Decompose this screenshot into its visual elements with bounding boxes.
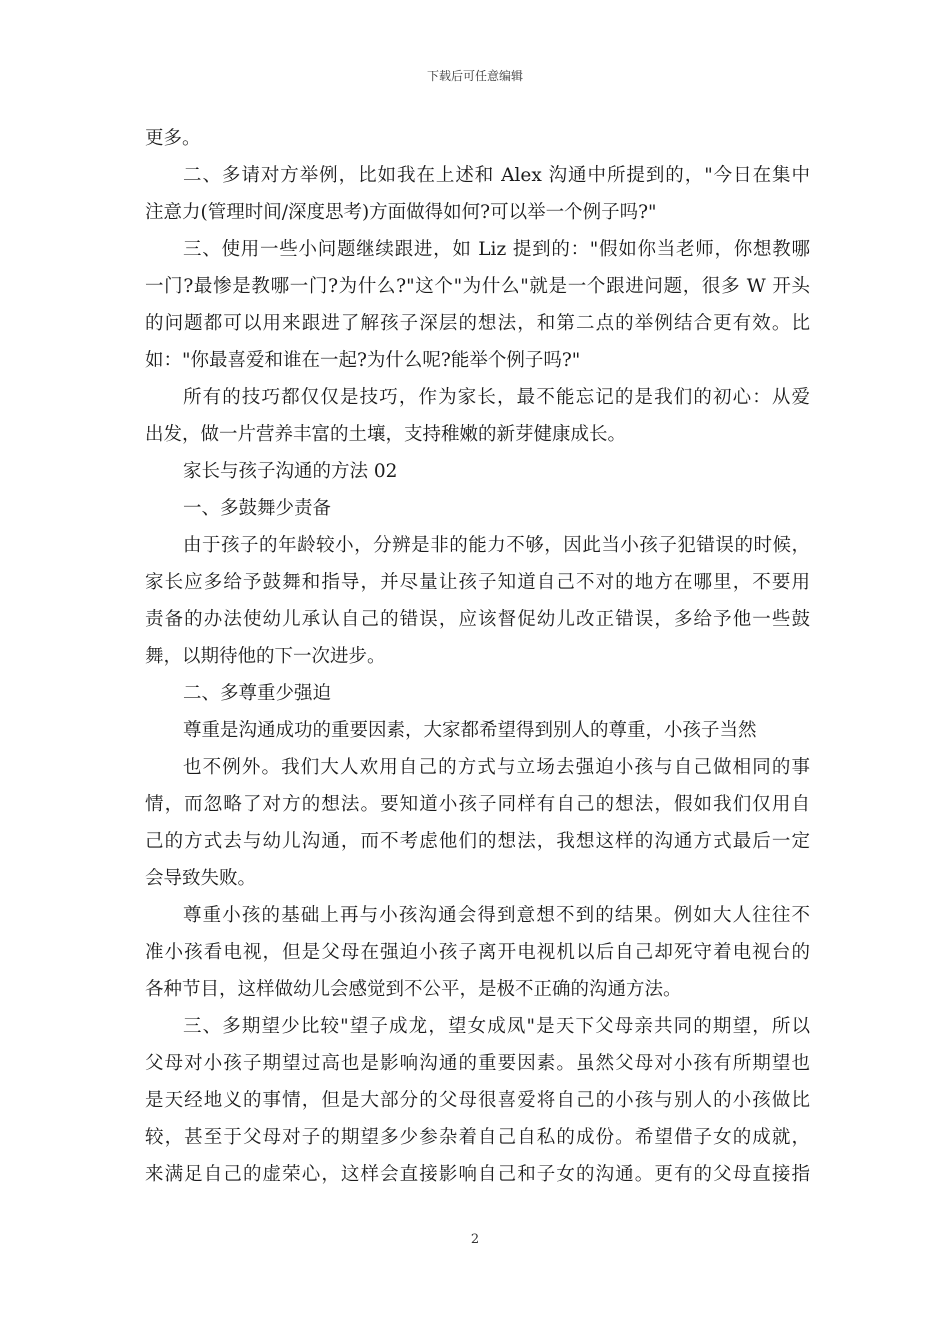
text-line: 情，而忽略了对方的想法。要知道小孩子同样有自己的想法，假如我们仅用自 xyxy=(145,794,810,815)
text-line: 一门?最惨是教哪一门?为什么?"这个"为什么"就是一个跟进问题，很多 W 开头 xyxy=(145,276,810,297)
text-line: 更多。 xyxy=(145,128,201,149)
text-line: 一、多鼓舞少责备 xyxy=(183,498,332,519)
text-line: 所有的技巧都仅仅是技巧，作为家长，最不能忘记的是我们的初心：从爱 xyxy=(183,387,810,408)
text-line: 尊重小孩的基础上再与小孩沟通会得到意想不到的结果。例如大人往往不 xyxy=(183,905,810,926)
text-line: 准小孩看电视，但是父母在强迫小孩子离开电视机以后自己却死守着电视台的 xyxy=(145,942,810,963)
text-line: 三、使用一些小问题继续跟进，如 Liz 提到的："假如你当老师，你想教哪 xyxy=(183,239,810,260)
text-line: 注意力(管理时间/深度思考)方面做得如何?可以举一个例子吗?" xyxy=(145,202,657,223)
text-line: 家长与孩子沟通的方法 02 xyxy=(183,461,398,482)
text-line: 二、多尊重少强迫 xyxy=(183,683,332,704)
text-line: 责备的办法使幼儿承认自己的错误，应该督促幼儿改正错误，多给予他一些鼓 xyxy=(145,609,810,630)
page-number: 2 xyxy=(470,1232,480,1247)
text-line: 由于孩子的年龄较小，分辨是非的能力不够，因此当小孩子犯错误的时候， xyxy=(183,535,810,556)
text-line: 尊重是沟通成功的重要因素，大家都希望得到别人的尊重，小孩子当然 xyxy=(183,720,757,741)
text-line: 会导致失败。 xyxy=(145,868,257,889)
text-line: 家长应多给予鼓舞和指导，并尽量让孩子知道自己不对的地方在哪里，不要用 xyxy=(145,572,810,593)
text-line: 各种节目，这样做幼儿会感觉到不公平，是极不正确的沟通方法。 xyxy=(145,979,682,1000)
text-line: 父母对小孩子期望过高也是影响沟通的重要因素。虽然父母对小孩有所期望也 xyxy=(145,1053,810,1074)
text-line: 来满足自己的虚荣心，这样会直接影响自己和子女的沟通。更有的父母直接指 xyxy=(145,1164,810,1185)
text-line: 如："你最喜爱和谁在一起?为什么呢?能举个例子吗?" xyxy=(145,350,581,371)
page-header: 下载后可任意编辑 xyxy=(426,69,523,83)
text-line: 的问题都可以用来跟进了解孩子深层的想法，和第二点的举例结合更有效。比 xyxy=(145,313,810,334)
text-line: 二、多请对方举例，比如我在上述和 Alex 沟通中所提到的，"今日在集中 xyxy=(183,165,810,186)
document-body xyxy=(145,122,810,1195)
text-line: 三、多期望少比较"望子成龙，望女成凤"是天下父母亲共同的期望，所以 xyxy=(183,1016,810,1037)
text-line: 出发，做一片营养丰富的土壤，支持稚嫩的新芽健康成长。 xyxy=(145,424,627,445)
text-line: 较，甚至于父母对子的期望多少参杂着自己自私的成份。希望借子女的成就， xyxy=(145,1127,810,1148)
text-line: 也不例外。我们大人欢用自己的方式与立场去强迫小孩与自己做相同的事 xyxy=(183,757,810,778)
text-line: 己的方式去与幼儿沟通，而不考虑他们的想法，我想这样的沟通方式最后一定 xyxy=(145,831,810,852)
text-line: 是天经地义的事情，但是大部分的父母很喜爱将自己的小孩与别人的小孩做比 xyxy=(145,1090,810,1111)
text-line: 舞，以期待他的下一次进步。 xyxy=(145,646,386,667)
